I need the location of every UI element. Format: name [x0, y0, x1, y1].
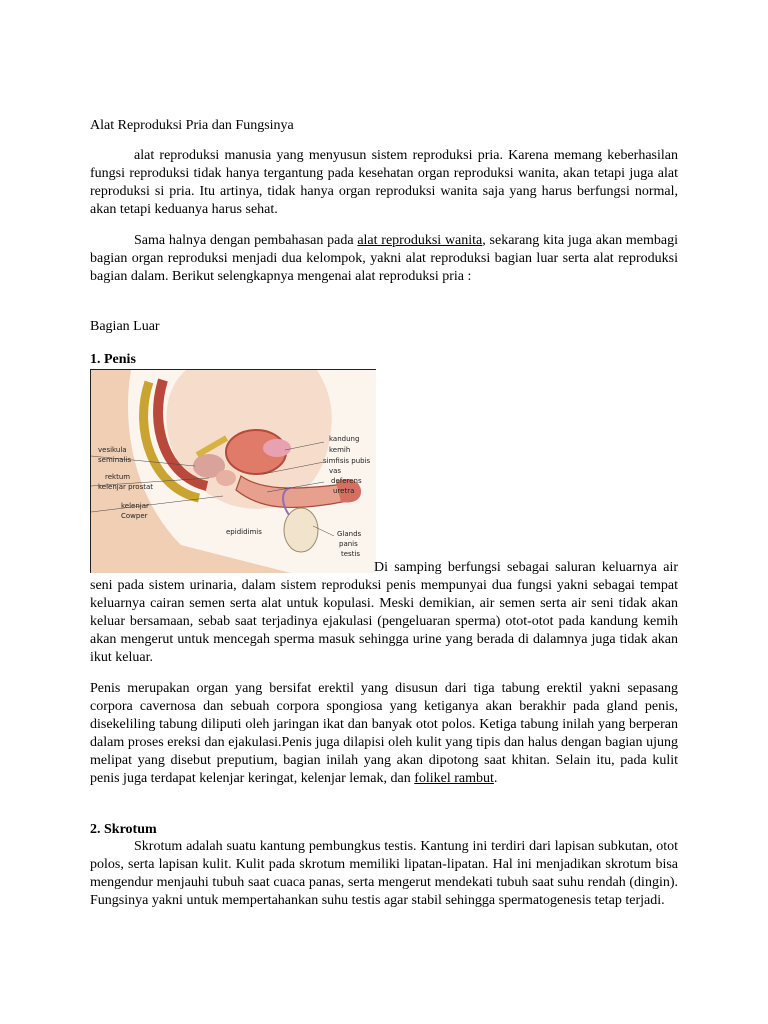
document-title: Alat Reproduksi Pria dan Fungsinya — [90, 118, 294, 133]
anatomy-illustration — [91, 370, 376, 573]
label-simfisis: simfisis pubis — [323, 457, 371, 465]
paragraph-intro: alat reproduksi manusia yang menyusun sistem reproduksi pria. Karena memang keberhasilan fungsi reproduksi tidak hanya tergantung pada kesehatan organ reproduksi wanita, akan tetapi juga alat reproduksi si pria. Itu artinya, tidak hanya organ reproduksi wanita saja yang harus berfungsi normal, akan tetapi keduanya harus sehat. — [90, 148, 678, 217]
label-glands: Glands — [337, 530, 362, 538]
link-alat-reproduksi-wanita[interactable]: alat reproduksi wanita — [357, 233, 483, 248]
heading-skrotum: 2. Skrotum — [90, 822, 157, 837]
label-kandung: kandung — [329, 435, 360, 443]
anatomy-figure — [90, 369, 376, 573]
link-folikel-rambut[interactable]: folikel rambut — [414, 771, 494, 786]
label-seminalis: seminalis — [98, 456, 131, 464]
label-uretra: uretra — [333, 487, 355, 495]
section-heading: Bagian Luar — [90, 319, 160, 334]
label-vas: vas — [329, 467, 342, 475]
label-panis: panis — [339, 540, 358, 548]
heading-penis: 1. Penis — [90, 352, 136, 367]
label-rektum: rektum — [105, 473, 131, 481]
label-vesikula: vesikula — [98, 446, 127, 454]
label-testis: testis — [341, 550, 361, 558]
label-prostat: kelenjar prostat — [98, 483, 154, 491]
paragraph-penis-structure: Penis merupakan organ yang bersifat erektil yang disusun dari tiga tabung erektil yakni sepasang corpora cavernosa dan sebuah corpora spongiosa yang ketiganya akan berakhir pada gland penis, disekeliling tabung diliputi oleh jaringan ikat dan banyak otot polos. Ketiga tabung inilah yang berperan dalam proses ereksi dan ejakulasi.Penis juga dilapisi oleh kulit yang tipis dan halus dengan bagian ujung melipat yang disebut preputium, bagian inilah yang akan dipotong saat khitan. Selain itu, pada kulit penis juga terdapat kelenjar keringat, kelenjar lemak, dan folikel rambut. — [90, 681, 678, 786]
label-epididimis: epididimis — [226, 528, 262, 536]
label-cowper: Cowper — [121, 512, 148, 520]
paragraph-penis-function: Di samping berfungsi sebagai saluran keluarnya air seni pada sistem urinaria, dalam sistem reproduksi penis mempunyai dua fungsi yakni sebagai tempat keluarnya cairan semen serta alat untuk kopulasi. Meski demikian, air semen serta air seni tidak akan keluar bersamaan, sebab saat terjadinya ejakulasi (pengeluaran sperma) otot-otot pada kandung kemih akan mengerut untuk mencegah sperma masuk sehingga urine yang berada di dalamnya juga tidak akan ikut keluar. — [90, 560, 678, 665]
label-deferens: deferens — [331, 477, 362, 485]
paragraph-groups: Sama halnya dengan pembahasan pada alat reproduksi wanita, sekarang kita juga akan membagi bagian organ reproduksi menjadi dua kelompok, yakni alat reproduksi bagian luar serta alat reproduksi bagian dalam. Berikut selengkapnya mengenai alat reproduksi pria : — [90, 233, 679, 284]
label-kemih: kemih — [329, 446, 351, 454]
paragraph-skrotum: Skrotum adalah suatu kantung pembungkus testis. Kantung ini terdiri dari lapisan subkutan, otot polos, serta lapisan kulit. Kulit pada skrotum memiliki lipatan-lipatan. Hal ini menjadikan skrotum bisa mengendur menjauhi tubuh saat cuaca panas, serta mengerut mendekati tubuh saat suhu rendah (dingin). Fungsinya yakni untuk mempertahankan suhu testis agar stabil sehingga spermatogenesis tetap terjadi. — [90, 839, 678, 908]
label-kelenjar: kelenjar — [121, 502, 149, 510]
